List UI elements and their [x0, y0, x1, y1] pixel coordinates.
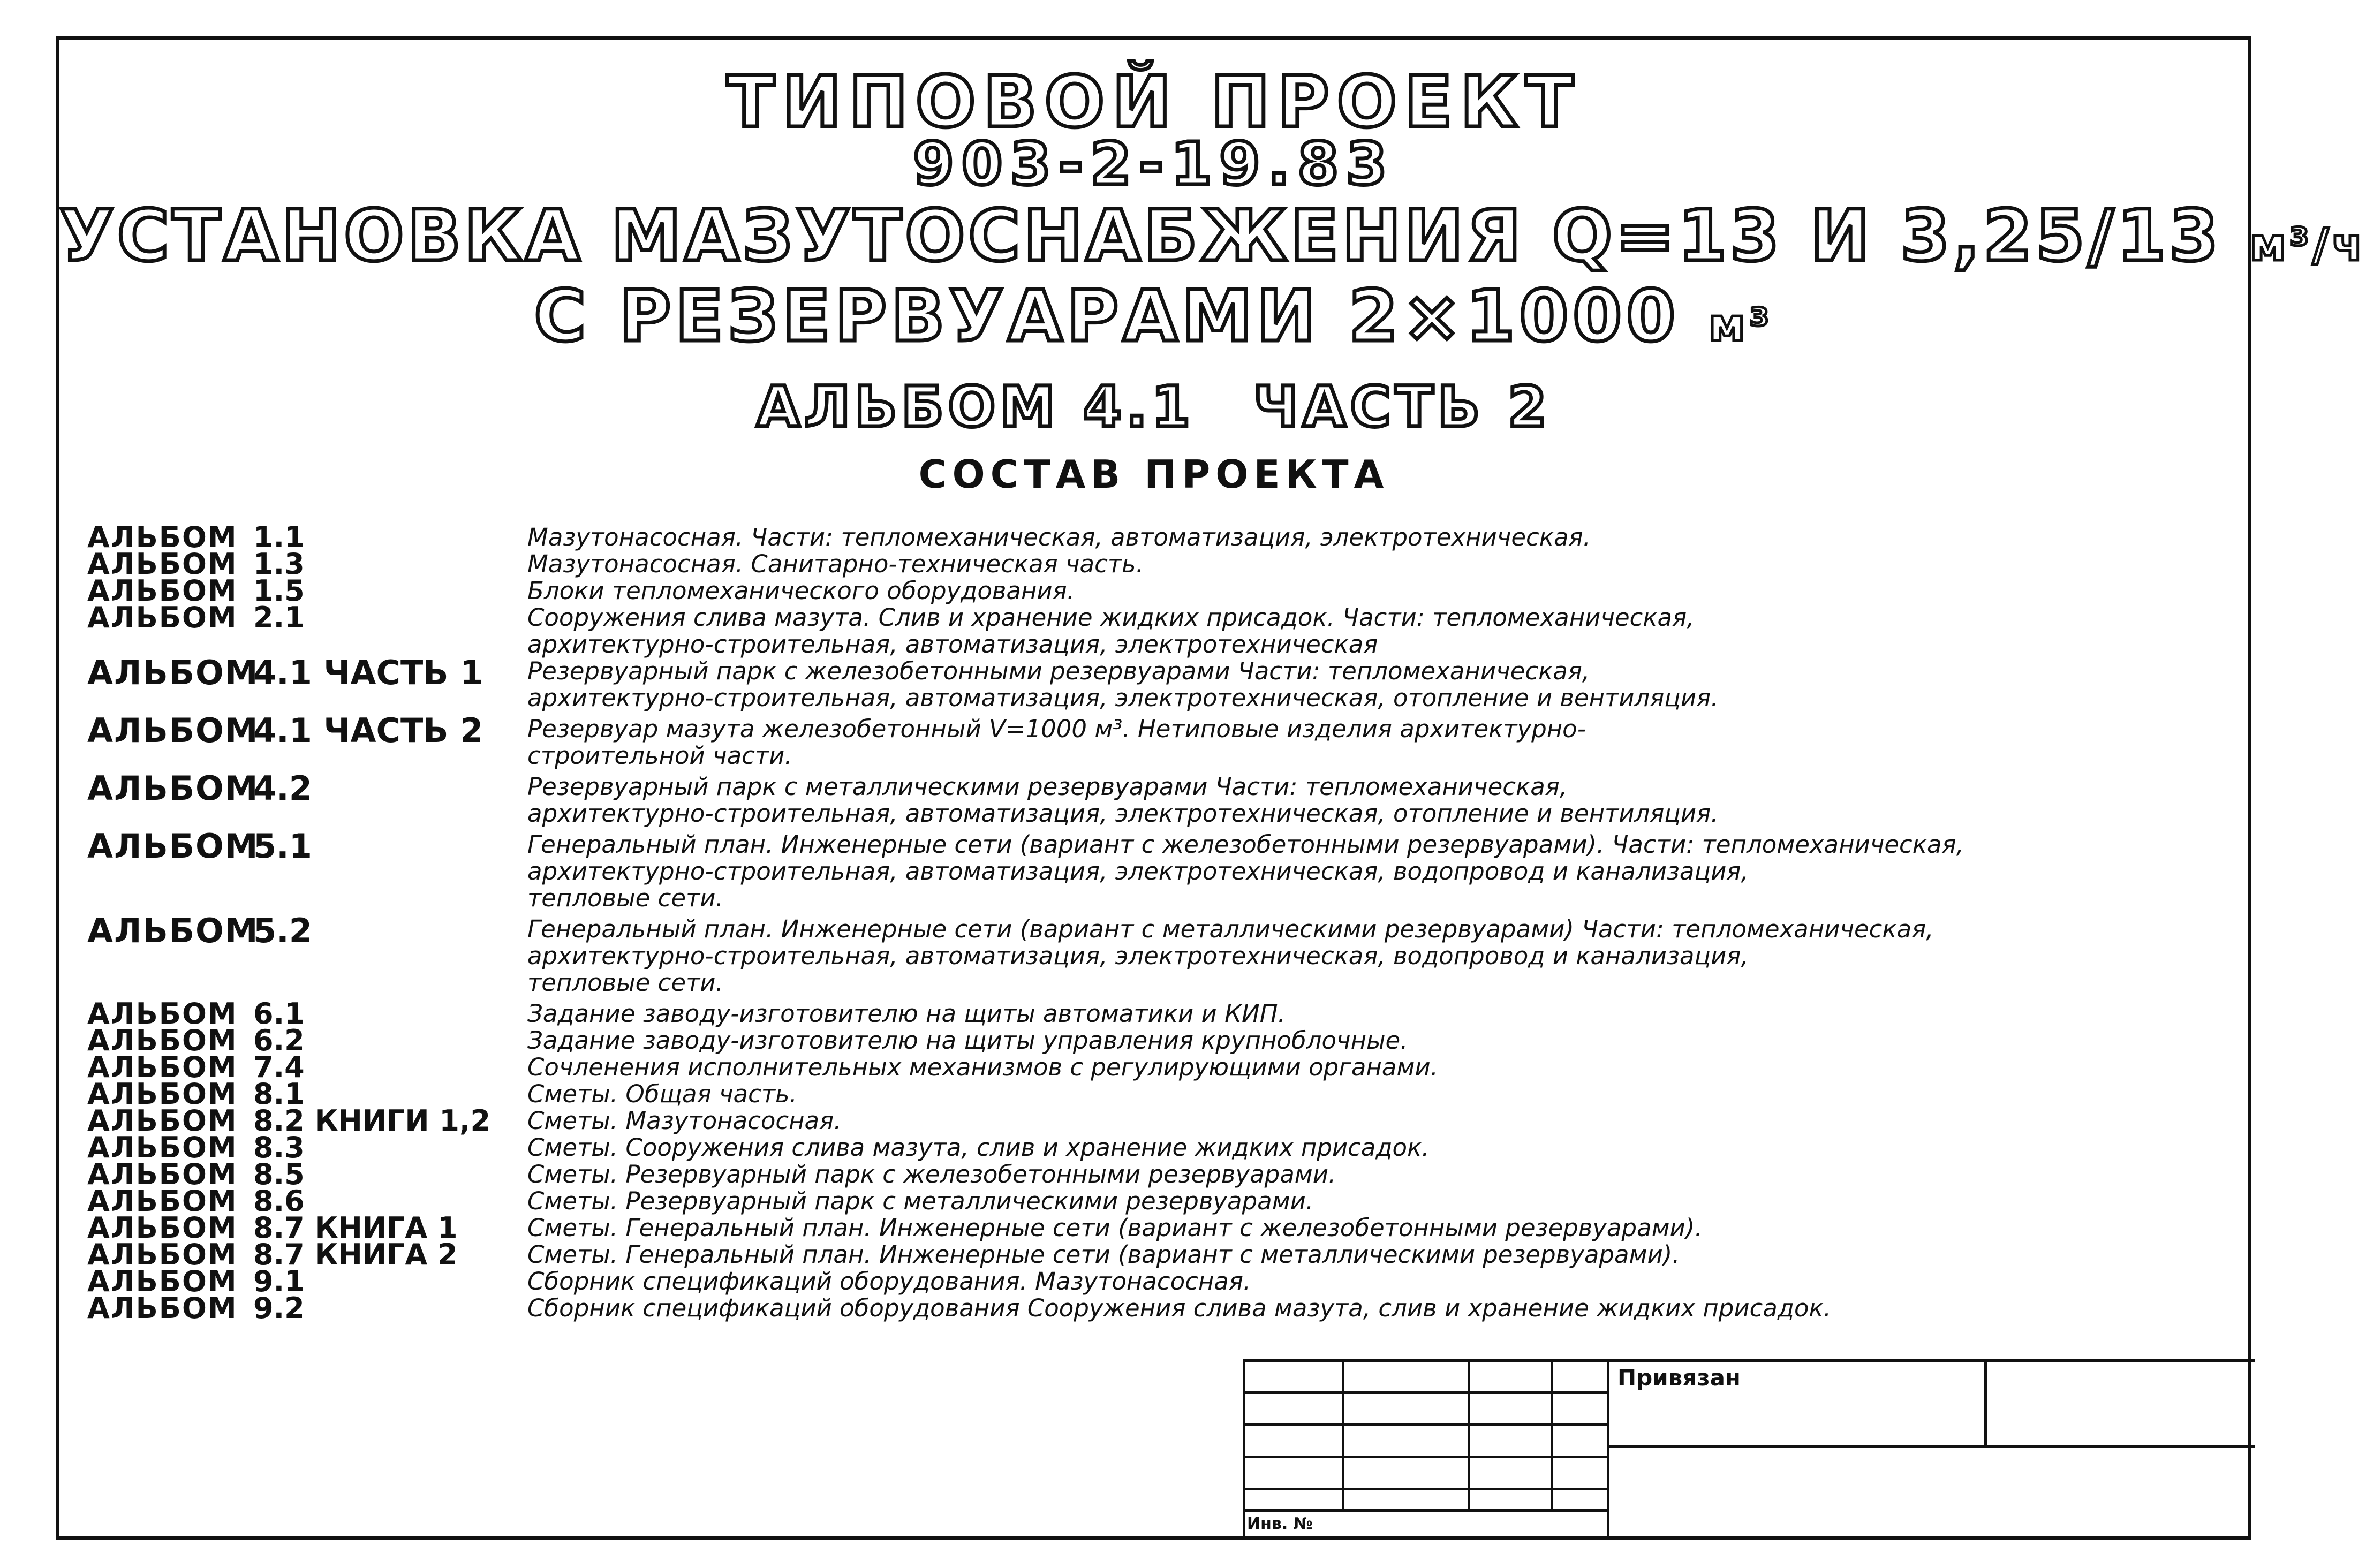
album-number: АЛЬБОМ 4.1	[757, 374, 1195, 440]
album-number: 8.7 КНИГА 1	[253, 1211, 458, 1245]
title-block-rule	[1551, 1359, 1553, 1509]
album-description: Задание заводу-изготовителю на щиты автоматики и КИП.	[527, 999, 1286, 1028]
album-number: 9.1	[253, 1264, 305, 1298]
album-row	[87, 520, 2240, 554]
title-block-rule	[1342, 1359, 1344, 1509]
album-number: 2.1	[253, 601, 305, 634]
album-number: 8.5	[253, 1157, 305, 1191]
album-description: Сметы. Мазутонасосная.	[527, 1107, 842, 1135]
album-label: АЛЬБОМ	[87, 1157, 238, 1191]
album-row	[87, 601, 2240, 658]
album-description: Сметы. Резервуарный парк с металлическими резервуарами.	[527, 1187, 1314, 1215]
tied-label: Привязан	[1617, 1365, 1741, 1391]
title-installation-text: УСТАНОВКА МАЗУТОСНАБЖЕНИЯ Q=13 И 3,25/13	[59, 195, 2222, 277]
album-label: АЛЬБОМ	[87, 1050, 238, 1084]
title-block-border-top	[1243, 1359, 2255, 1362]
album-row	[87, 911, 2240, 997]
album-label: АЛЬБОМ	[87, 1131, 238, 1164]
album-number: 8.7 КНИГА 2	[253, 1238, 458, 1271]
album-label: АЛЬБОМ	[87, 1184, 238, 1218]
album-part: ЧАСТЬ 2	[1253, 374, 1551, 440]
drawing-frame	[56, 36, 2366, 1540]
album-description: Мазутонасосная. Части: тепломеханическая, автоматизация, электротехническая.	[527, 523, 1591, 551]
project-number: 903-2-19.83	[913, 130, 1395, 198]
album-label: АЛЬБОМ	[87, 769, 259, 808]
album-row	[87, 547, 2240, 581]
album-description: Резервуарный парк с железобетонными резервуарами Части: тепломеханическая, архитектурно-строительная, автоматизация, электротехническая, отопление и вентиляция.	[527, 657, 1719, 712]
album-label: АЛЬБОМ	[87, 520, 238, 554]
album-description: Сочленения исполнительных механизмов с регулирующими органами.	[527, 1053, 1438, 1081]
album-row	[87, 1131, 2240, 1164]
album-label: АЛЬБОМ	[87, 653, 259, 692]
album-description: Сметы. Общая часть.	[527, 1080, 797, 1108]
album-label: АЛЬБОМ	[87, 827, 259, 866]
album-label: АЛЬБОМ	[87, 1077, 238, 1111]
album-label: АЛЬБОМ	[87, 1238, 238, 1271]
album-number: 1.5	[253, 574, 305, 608]
section-title: СОСТАВ ПРОЕКТА	[918, 452, 1389, 497]
album-number: 7.4	[253, 1050, 305, 1084]
album-number: 8.6	[253, 1184, 305, 1218]
album-row	[87, 1157, 2240, 1191]
album-row	[87, 711, 2240, 770]
album-description: Сметы. Резервуарный парк с железобетонными резервуарами.	[527, 1160, 1336, 1188]
album-label: АЛЬБОМ	[87, 547, 238, 581]
album-description: Мазутонасосная. Санитарно-техническая часть.	[527, 550, 1144, 578]
album-row	[87, 769, 2240, 828]
album-description: Задание заводу-изготовителю на щиты управления крупноблочные.	[527, 1026, 1408, 1055]
album-description: Генеральный план. Инженерные сети (вариант с металлическими резервуарами) Части: тепломеханическая, архитектурно-строительная, автоматизация, электротехническая, водопровод и канализация, тепловые сети.	[527, 915, 1934, 997]
album-description: Блоки тепломеханического оборудования.	[527, 577, 1075, 605]
album-number: 4.2	[253, 769, 312, 808]
album-description: Резервуар мазута железобетонный V=1000 м³. Нетиповые изделия архитектурно- строительной части.	[527, 715, 1586, 770]
album-row	[87, 1050, 2240, 1084]
album-label: АЛЬБОМ	[87, 1291, 238, 1325]
album-label: АЛЬБОМ	[87, 911, 259, 950]
album-description: Генеральный план. Инженерные сети (вариант с железобетонными резервуарами). Части: тепломеханическая, архитектурно-строительная, автоматизация, электротехническая, водопровод и канализация, тепловые сети.	[527, 830, 1964, 912]
album-number: 4.1 ЧАСТЬ 1	[253, 653, 483, 692]
album-row	[87, 997, 2240, 1031]
album-number: 6.1	[253, 997, 305, 1031]
album-number: 5.2	[253, 911, 312, 950]
title-block	[1243, 1359, 2255, 1540]
title-block-rule	[1607, 1445, 2255, 1448]
title-block-rule	[1243, 1509, 1607, 1512]
album-number: 4.1 ЧАСТЬ 2	[253, 711, 483, 750]
album-description: Сборник спецификаций оборудования. Мазутонасосная.	[527, 1267, 1251, 1296]
album-number: 5.1	[253, 827, 312, 866]
album-row	[87, 827, 2240, 912]
album-label: АЛЬБОМ	[87, 711, 259, 750]
album-label: АЛЬБОМ	[87, 1024, 238, 1057]
title-installation	[59, 195, 2366, 277]
album-description: Сметы. Генеральный план. Инженерные сети (вариант с железобетонными резервуарами).	[527, 1214, 1703, 1242]
album-description: Сметы. Генеральный план. Инженерные сети (вариант с металлическими резервуарами).	[527, 1240, 1680, 1269]
album-label: АЛЬБОМ	[87, 997, 238, 1031]
title-block-rule	[1607, 1359, 1609, 1540]
album-row	[87, 1264, 2240, 1298]
album-number: 8.2 КНИГИ 1,2	[253, 1104, 491, 1138]
album-row	[87, 1238, 2240, 1271]
album-number: 9.2	[253, 1291, 305, 1325]
album-label: АЛЬБОМ	[87, 574, 238, 608]
title-typical-project: ТИПОВОЙ ПРОЕКТ	[727, 61, 1581, 143]
album-label: АЛЬБОМ	[87, 1211, 238, 1245]
album-heading	[59, 374, 2248, 440]
title-block-rule	[1984, 1359, 1987, 1445]
album-list	[87, 520, 2240, 1325]
album-row	[87, 653, 2240, 712]
title-reservoirs	[59, 275, 2248, 358]
album-number: 6.2	[253, 1024, 305, 1057]
title-reservoirs-unit: м³	[1709, 299, 1774, 351]
album-description: Сооружения слива мазута. Слив и хранение жидких присадок. Части: тепломеханическая, архитектурно-строительная, автоматизация, электротехническая	[527, 603, 1695, 658]
album-description: Сметы. Сооружения слива мазута, слив и хранение жидких присадок.	[527, 1133, 1430, 1162]
album-description: Сборник спецификаций оборудования Сооружения слива мазута, слив и хранение жидких присадок.	[527, 1294, 1832, 1322]
album-row	[87, 574, 2240, 608]
album-number: 8.3	[253, 1131, 305, 1164]
album-description: Резервуарный парк с металлическими резервуарами Части: тепломеханическая, архитектурно-строительная, автоматизация, электротехническая, отопление и вентиляция.	[527, 772, 1719, 828]
album-row	[87, 1291, 2240, 1325]
album-label: АЛЬБОМ	[87, 1104, 238, 1138]
album-number: 1.3	[253, 547, 305, 581]
album-row	[87, 1104, 2240, 1138]
album-number: 1.1	[253, 520, 305, 554]
title-reservoirs-text: С РЕЗЕРВУАРАМИ 2×1000	[534, 275, 1680, 358]
title-block-rule	[1468, 1359, 1470, 1509]
album-label: АЛЬБОМ	[87, 1264, 238, 1298]
album-number: 8.1	[253, 1077, 305, 1111]
inventory-number-label: Инв. №	[1247, 1514, 1313, 1533]
title-installation-unit: м³/ч	[2249, 218, 2366, 271]
album-row	[87, 1024, 2240, 1057]
album-label: АЛЬБОМ	[87, 601, 238, 634]
title-block-border-left	[1243, 1359, 1245, 1540]
